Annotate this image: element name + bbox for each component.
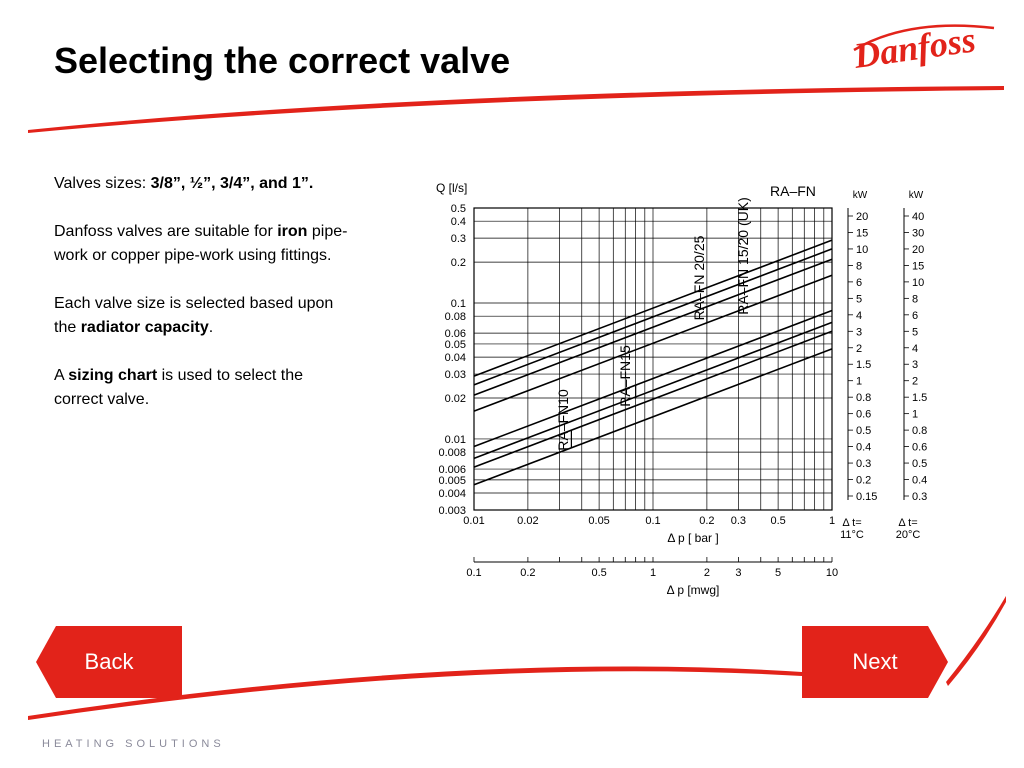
y-tick-label: 0.06 <box>444 328 466 341</box>
y-tick-label: 0.03 <box>444 369 466 382</box>
chart-title: RA–FN <box>770 183 816 199</box>
kw-20c-label: Δ t= <box>898 517 918 529</box>
y-tick-label: 0.005 <box>438 474 466 487</box>
kw-20c-tick-label: 8 <box>912 293 919 306</box>
mwg-tick-label: 10 <box>825 567 839 579</box>
kw-11c-tick-label: 1 <box>856 375 863 388</box>
y-tick-label: 0.02 <box>444 393 466 406</box>
kw-20c-tick-label: 10 <box>912 276 925 289</box>
kw-11c-label: 11°C <box>840 529 864 541</box>
x-tick-label: 0.01 <box>463 515 485 527</box>
mwg-tick-label: 5 <box>775 567 782 579</box>
y-tick-label: 0.4 <box>450 216 466 229</box>
kw-20c-tick-label: 2 <box>912 375 919 388</box>
footer-text: HEATING SOLUTIONS <box>42 738 225 750</box>
next-button[interactable] <box>802 626 948 698</box>
kw-11c-label: Δ t= <box>842 517 862 529</box>
mwg-axis-label: Δ p [mwg] <box>666 583 720 597</box>
y-tick-label: 0.08 <box>444 311 466 324</box>
kw-11c-unit: kW <box>852 190 868 201</box>
kw-20c-tick-label: 1.5 <box>912 392 928 405</box>
series-label: RA–FN 15/20 (UK) <box>735 197 751 315</box>
y-tick-label: 0.01 <box>444 433 466 446</box>
kw-20c-tick-label: 0.4 <box>912 474 928 487</box>
kw-20c-tick-label: 30 <box>912 227 925 240</box>
mwg-tick-label: 0.5 <box>591 567 607 579</box>
kw-20c-tick-label: 4 <box>912 342 919 355</box>
kw-11c-tick-label: 1.5 <box>856 359 872 372</box>
next-button-label: Next <box>852 649 898 674</box>
kw-11c-tick-label: 0.3 <box>856 458 872 471</box>
chart-paragraph: A sizing chart is used to select the correct valve. <box>54 367 303 408</box>
kw-20c-tick-label: 0.3 <box>912 491 928 503</box>
kw-11c-tick-label: 0.4 <box>856 441 872 454</box>
kw-11c-tick-label: 0.8 <box>856 392 872 405</box>
sizes-paragraph: Valves sizes: 3/8”, ½”, 3/4”, and 1”. <box>54 175 314 192</box>
body-text <box>54 172 390 436</box>
danfoss-logo <box>848 14 1000 78</box>
y-tick-label: 0.05 <box>444 338 466 351</box>
mwg-tick-label: 0.1 <box>466 567 482 579</box>
back-button[interactable] <box>36 626 182 698</box>
mwg-tick-label: 2 <box>703 567 710 579</box>
x-tick-label: 0.2 <box>699 515 715 527</box>
series-label: RA–FN10 <box>555 389 571 451</box>
mwg-tick-label: 3 <box>735 567 742 579</box>
kw-11c-tick-label: 15 <box>856 227 869 240</box>
series-label: RA–FN 20/25 <box>691 235 707 321</box>
svg-text:Danfoss: Danfoss <box>851 19 978 76</box>
x-axis-label: Δ p [ bar ] <box>667 531 719 545</box>
x-tick-label: 0.02 <box>517 515 539 527</box>
x-tick-label: 0.1 <box>645 515 661 527</box>
y-tick-label: 0.2 <box>450 257 466 270</box>
kw-11c-tick-label: 0.5 <box>856 425 872 438</box>
kw-20c-tick-label: 6 <box>912 309 919 322</box>
kw-20c-tick-label: 0.5 <box>912 458 928 471</box>
y-tick-label: 0.3 <box>450 233 466 246</box>
kw-11c-tick-label: 2 <box>856 342 863 355</box>
kw-20c-tick-label: 1 <box>912 408 919 421</box>
kw-20c-tick-label: 0.8 <box>912 425 928 438</box>
y-tick-label: 0.008 <box>438 447 466 460</box>
sizing-chart <box>418 170 958 600</box>
capacity-paragraph: Each valve size is selected based upon the radiator capacity. <box>54 295 334 336</box>
kw-20c-tick-label: 40 <box>912 211 925 223</box>
kw-11c-tick-label: 6 <box>856 276 863 289</box>
kw-11c-tick-label: 20 <box>856 211 869 223</box>
kw-11c-tick-label: 0.6 <box>856 408 872 421</box>
kw-11c-tick-label: 4 <box>856 309 863 322</box>
kw-11c-tick-label: 5 <box>856 293 863 306</box>
kw-20c-tick-label: 5 <box>912 326 919 339</box>
x-tick-label: 1 <box>828 515 836 527</box>
x-tick-label: 0.5 <box>770 515 786 527</box>
kw-11c-tick-label: 0.2 <box>856 474 872 487</box>
y-axis-label: Q [l/s] <box>436 181 468 195</box>
x-tick-label: 0.05 <box>588 515 610 527</box>
kw-20c-tick-label: 15 <box>912 260 925 273</box>
mwg-tick-label: 0.2 <box>520 567 536 579</box>
kw-20c-tick-label: 20 <box>912 243 925 256</box>
page-title: Selecting the correct valve <box>54 40 511 81</box>
y-tick-label: 0.5 <box>450 203 466 215</box>
kw-11c-tick-label: 10 <box>856 243 869 256</box>
pipework-paragraph: Danfoss valves are suitable for iron pipe- work or copper pipe-work using fittings. <box>54 223 348 264</box>
y-tick-label: 0.006 <box>438 464 466 477</box>
mwg-tick-label: 1 <box>649 567 657 579</box>
kw-20c-tick-label: 3 <box>912 359 919 372</box>
y-tick-label: 0.004 <box>438 488 466 501</box>
y-tick-label: 0.003 <box>438 505 466 517</box>
y-tick-label: 0.04 <box>444 352 466 365</box>
kw-11c-tick-label: 8 <box>856 260 863 273</box>
back-button-label: Back <box>84 649 134 674</box>
kw-20c-label: 20°C <box>895 529 921 541</box>
kw-11c-tick-label: 0.15 <box>856 491 878 503</box>
x-tick-label: 0.3 <box>730 515 747 527</box>
kw-11c-tick-label: 3 <box>856 326 863 339</box>
y-tick-label: 0.1 <box>450 298 466 311</box>
kw-20c-unit: kW <box>908 190 924 201</box>
series-label: RA–FN15 <box>617 345 633 407</box>
kw-20c-tick-label: 0.6 <box>912 441 928 454</box>
